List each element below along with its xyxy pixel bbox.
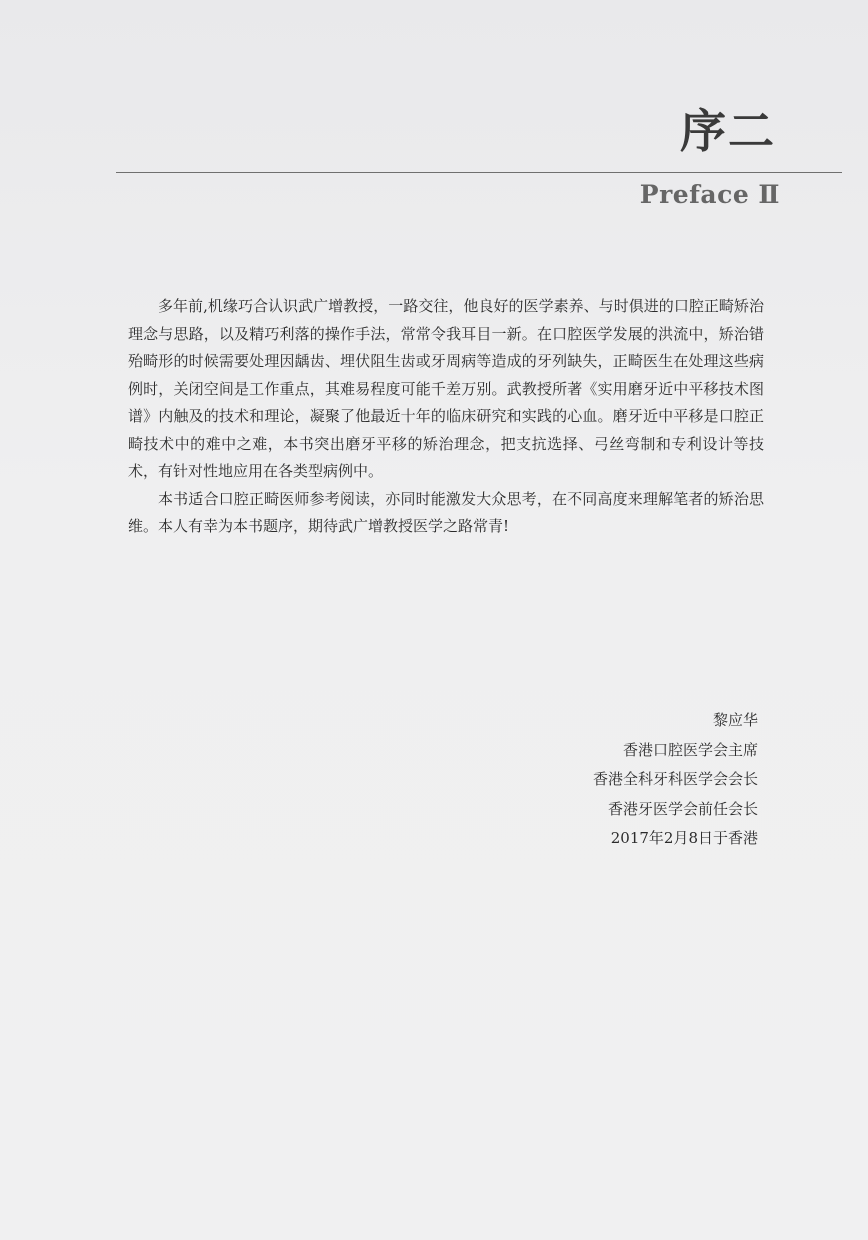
author-title-2: 香港全科牙科医学会会长: [592, 770, 758, 788]
preface-title-chinese: 序二: [680, 104, 776, 158]
body-paragraph-1: 多年前,机缘巧合认识武广增教授，一路交往，他良好的医学素养、与时俱进的口腔正畸矫治理念与思路，以及精巧利落的操作手法，常常令我耳目一新。在口腔医学发展的洪流中，矫治错殆畸形的时候需要处理因龋齿、埋伏阻生齿或牙周病等造成的牙列缺失，正畸医生在处理这些病例时，关闭空间是工作重点，其难易程度可能千差万别。武教授所著《实用磨牙近中平移技术图谱》内触及的技术和理论，凝聚了他最近十年的临床研究和实践的心血。磨牙近中平移是口腔正畸技术中的难中之难，本书突出磨牙平移的矫治理念，把支抗选择、弓丝弯制和专利设计等技术，有针对性地应用在各类型病例中。: [128, 297, 764, 480]
signature-date-place: 2017年2月8日于香港: [610, 829, 758, 847]
signature-block: [593, 706, 758, 854]
author-title-3: 香港牙医学会前任会长: [607, 799, 758, 818]
title-divider: [116, 172, 842, 173]
author-title-1: 香港口腔医学会主席: [622, 740, 758, 759]
author-name: 黎应华: [712, 711, 758, 729]
preface-title-english: Preface Ⅱ: [639, 180, 780, 209]
preface-body: [128, 293, 764, 541]
body-paragraph-2: 本书适合口腔正畸医师参考阅读，亦同时能激发大众思考，在不同高度来理解笔者的矫治思维。本人有幸为本书题序，期待武广增教授医学之路常青!: [128, 489, 764, 535]
